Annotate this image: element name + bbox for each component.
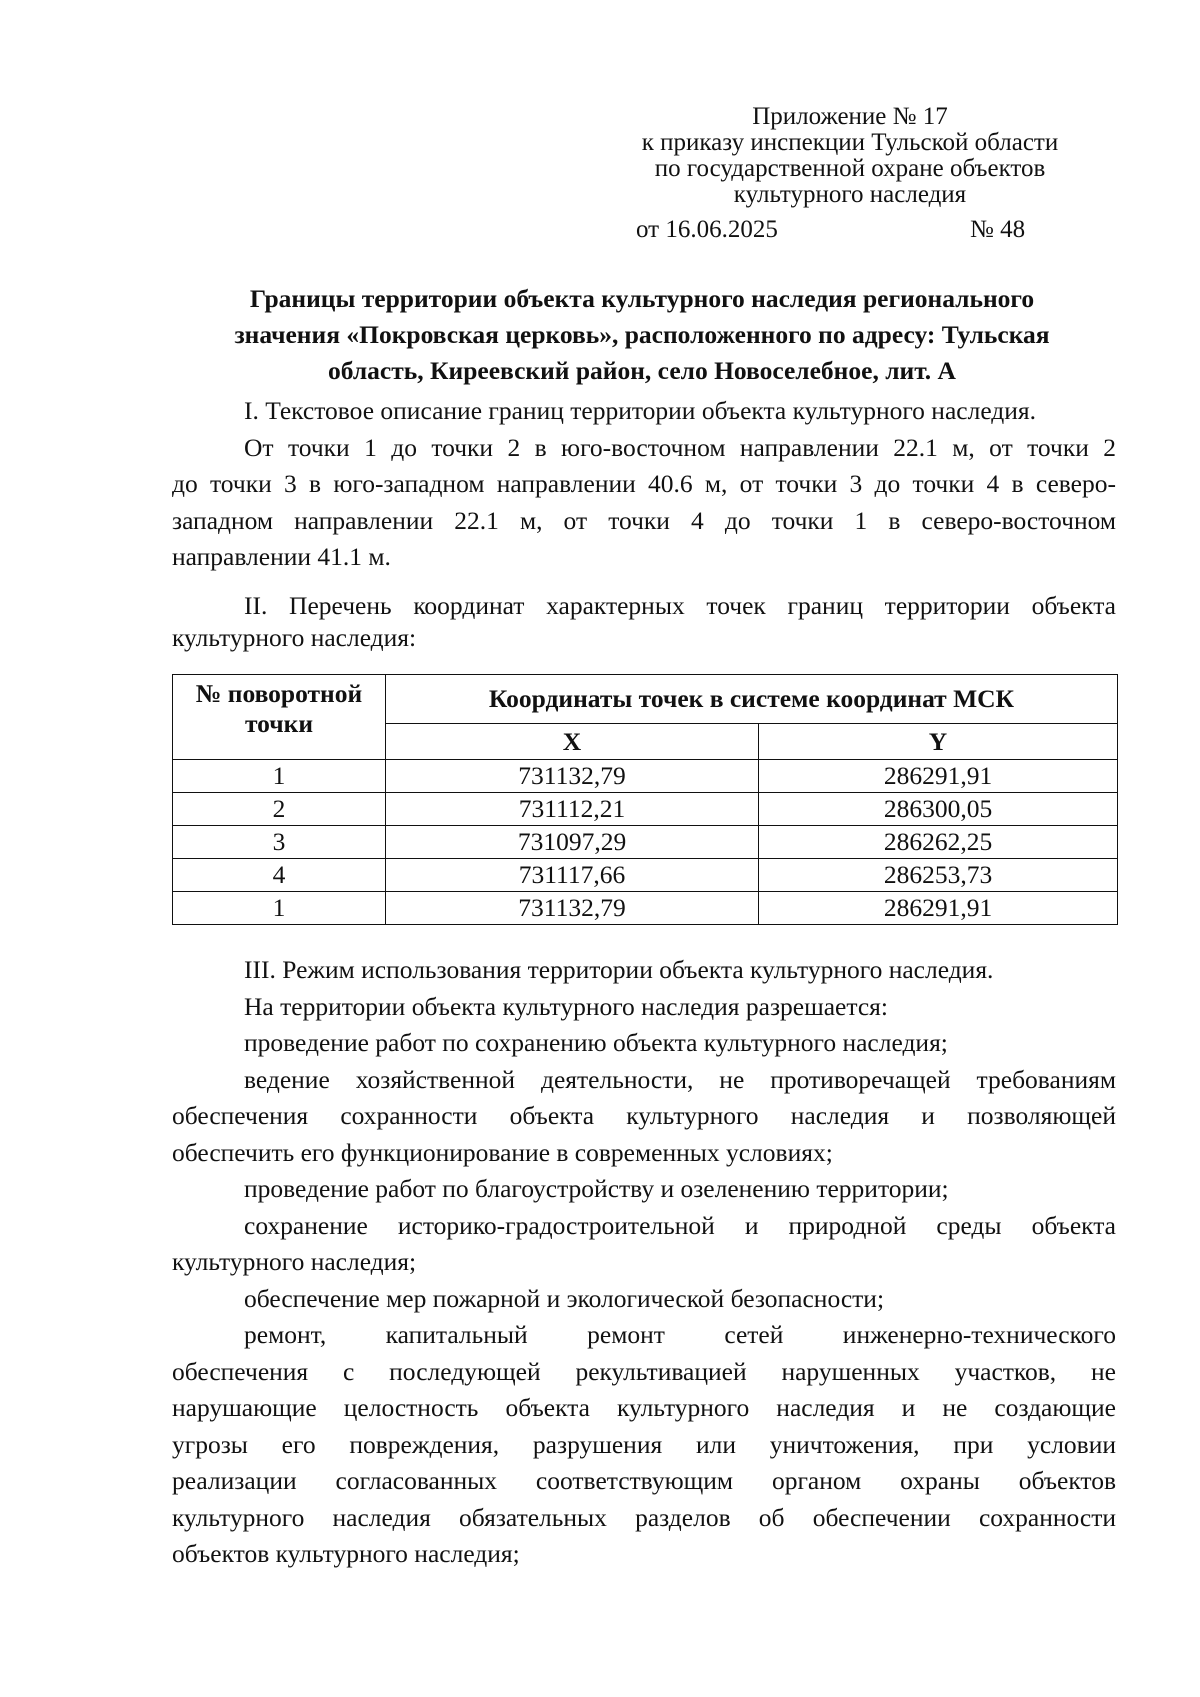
permitted-item-line: ведение хозяйственной деятельности, не противоречащей требованиям	[244, 1064, 1116, 1094]
section-1-text-line: От точки 1 до точки 2 в юго-восточном направлении 22.1 м, от точки 2	[244, 432, 1116, 462]
table-row	[173, 826, 1118, 859]
cell-x: 731132,79	[386, 892, 759, 925]
section-1-text-line: до точки 3 в юго-западном направлении 40.6 м, от точки 3 до точки 4 в северо-	[172, 469, 1116, 498]
section-3	[172, 952, 1116, 1573]
order-date: от 16.06.2025	[636, 216, 778, 243]
section-2-heading-line: II. Перечень координат характерных точек границ территории объекта	[244, 591, 1116, 620]
header-point-number	[173, 675, 386, 760]
cell-y: 286291,91	[759, 892, 1118, 925]
section-3-intro: На территории объекта культурного наследия разрешается:	[244, 991, 888, 1021]
cell-y: 286300,05	[759, 793, 1118, 826]
title-line: значения «Покровская церковь», расположенного по адресу: Тульская	[234, 320, 1050, 349]
order-number: № 48	[970, 216, 1026, 243]
permitted-item-line: нарушающие целостность объекта культурного наследия и не создающие	[172, 1393, 1116, 1422]
section-2	[172, 590, 1116, 654]
section-1	[172, 393, 1116, 576]
cell-point: 1	[173, 760, 386, 793]
header-y: Y	[759, 724, 1118, 760]
permitted-item: обеспечение мер пожарной и экологической безопасности;	[244, 1283, 885, 1313]
table-row	[173, 892, 1118, 925]
permitted-item-line: сохранение историко-градостроительной и природной среды объекта	[244, 1210, 1116, 1240]
section-1-text-line: направлении 41.1 м.	[172, 542, 391, 571]
cell-point: 3	[173, 826, 386, 859]
header-point-line: № поворотной	[195, 679, 363, 708]
permitted-item-line: ремонт, капитальный ремонт сетей инженерно-технического	[244, 1320, 1116, 1349]
table-row	[173, 793, 1118, 826]
permitted-item-line: реализации согласованных соответствующим органом охраны объектов	[172, 1466, 1116, 1495]
permitted-item-line: обеспечения с последующей рекультивацией нарушенных участков, не	[172, 1356, 1116, 1386]
section-2-heading-line: культурного наследия:	[172, 623, 417, 652]
permitted-item-line: обеспечить его функционирование в современных условиях;	[172, 1137, 833, 1167]
appendix-header	[590, 104, 1110, 208]
title-line: Границы территории объекта культурного наследия регионального	[249, 284, 1035, 313]
title-line: область, Киреевский район, село Новоселебное, лит. А	[328, 356, 956, 385]
cell-x: 731112,21	[386, 793, 759, 826]
cell-y: 286253,73	[759, 859, 1118, 892]
section-1-text-line: западном направлении 22.1 м, от точки 4 до точки 1 в северо-восточном	[172, 505, 1116, 535]
cell-y: 286262,25	[759, 826, 1118, 859]
appendix-order-ref: к приказу инспекции Тульской области	[641, 129, 1059, 156]
appendix-order-ref: по государственной охране объектов	[654, 155, 1046, 182]
document-title	[172, 281, 1112, 389]
permitted-item: проведение работ по благоустройству и озеленению территории;	[244, 1174, 949, 1203]
table-row	[173, 760, 1118, 793]
table-row	[173, 859, 1118, 892]
permitted-item-line: обеспечения сохранности объекта культурного наследия и позволяющей	[172, 1101, 1116, 1130]
cell-x: 731132,79	[386, 760, 759, 793]
cell-point: 4	[173, 859, 386, 892]
permitted-item-line: угрозы его повреждения, разрушения или уничтожения, при условии	[172, 1429, 1116, 1459]
permitted-item: проведение работ по сохранению объекта культурного наследия;	[244, 1028, 948, 1057]
cell-x: 731097,29	[386, 826, 759, 859]
coordinates-table	[172, 674, 1118, 925]
cell-y: 286291,91	[759, 760, 1118, 793]
header-x: X	[386, 724, 759, 760]
section-3-heading: III. Режим использования территории объекта культурного наследия.	[244, 955, 994, 984]
cell-point: 1	[173, 892, 386, 925]
section-1-heading: I. Текстовое описание границ территории объекта культурного наследия.	[244, 396, 1037, 425]
appendix-order-ref: культурного наследия	[733, 181, 967, 208]
header-point-line: точки	[244, 709, 314, 738]
cell-x: 731117,66	[386, 859, 759, 892]
appendix-number: Приложение № 17	[752, 103, 948, 130]
permitted-item-line: культурного наследия обязательных разделов об обеспечении сохранности	[172, 1502, 1116, 1532]
header-coordinates: Координаты точек в системе координат МСК	[386, 675, 1118, 724]
permitted-item-line: объектов культурного наследия;	[172, 1539, 520, 1568]
cell-point: 2	[173, 793, 386, 826]
permitted-item-line: культурного наследия;	[172, 1247, 417, 1276]
